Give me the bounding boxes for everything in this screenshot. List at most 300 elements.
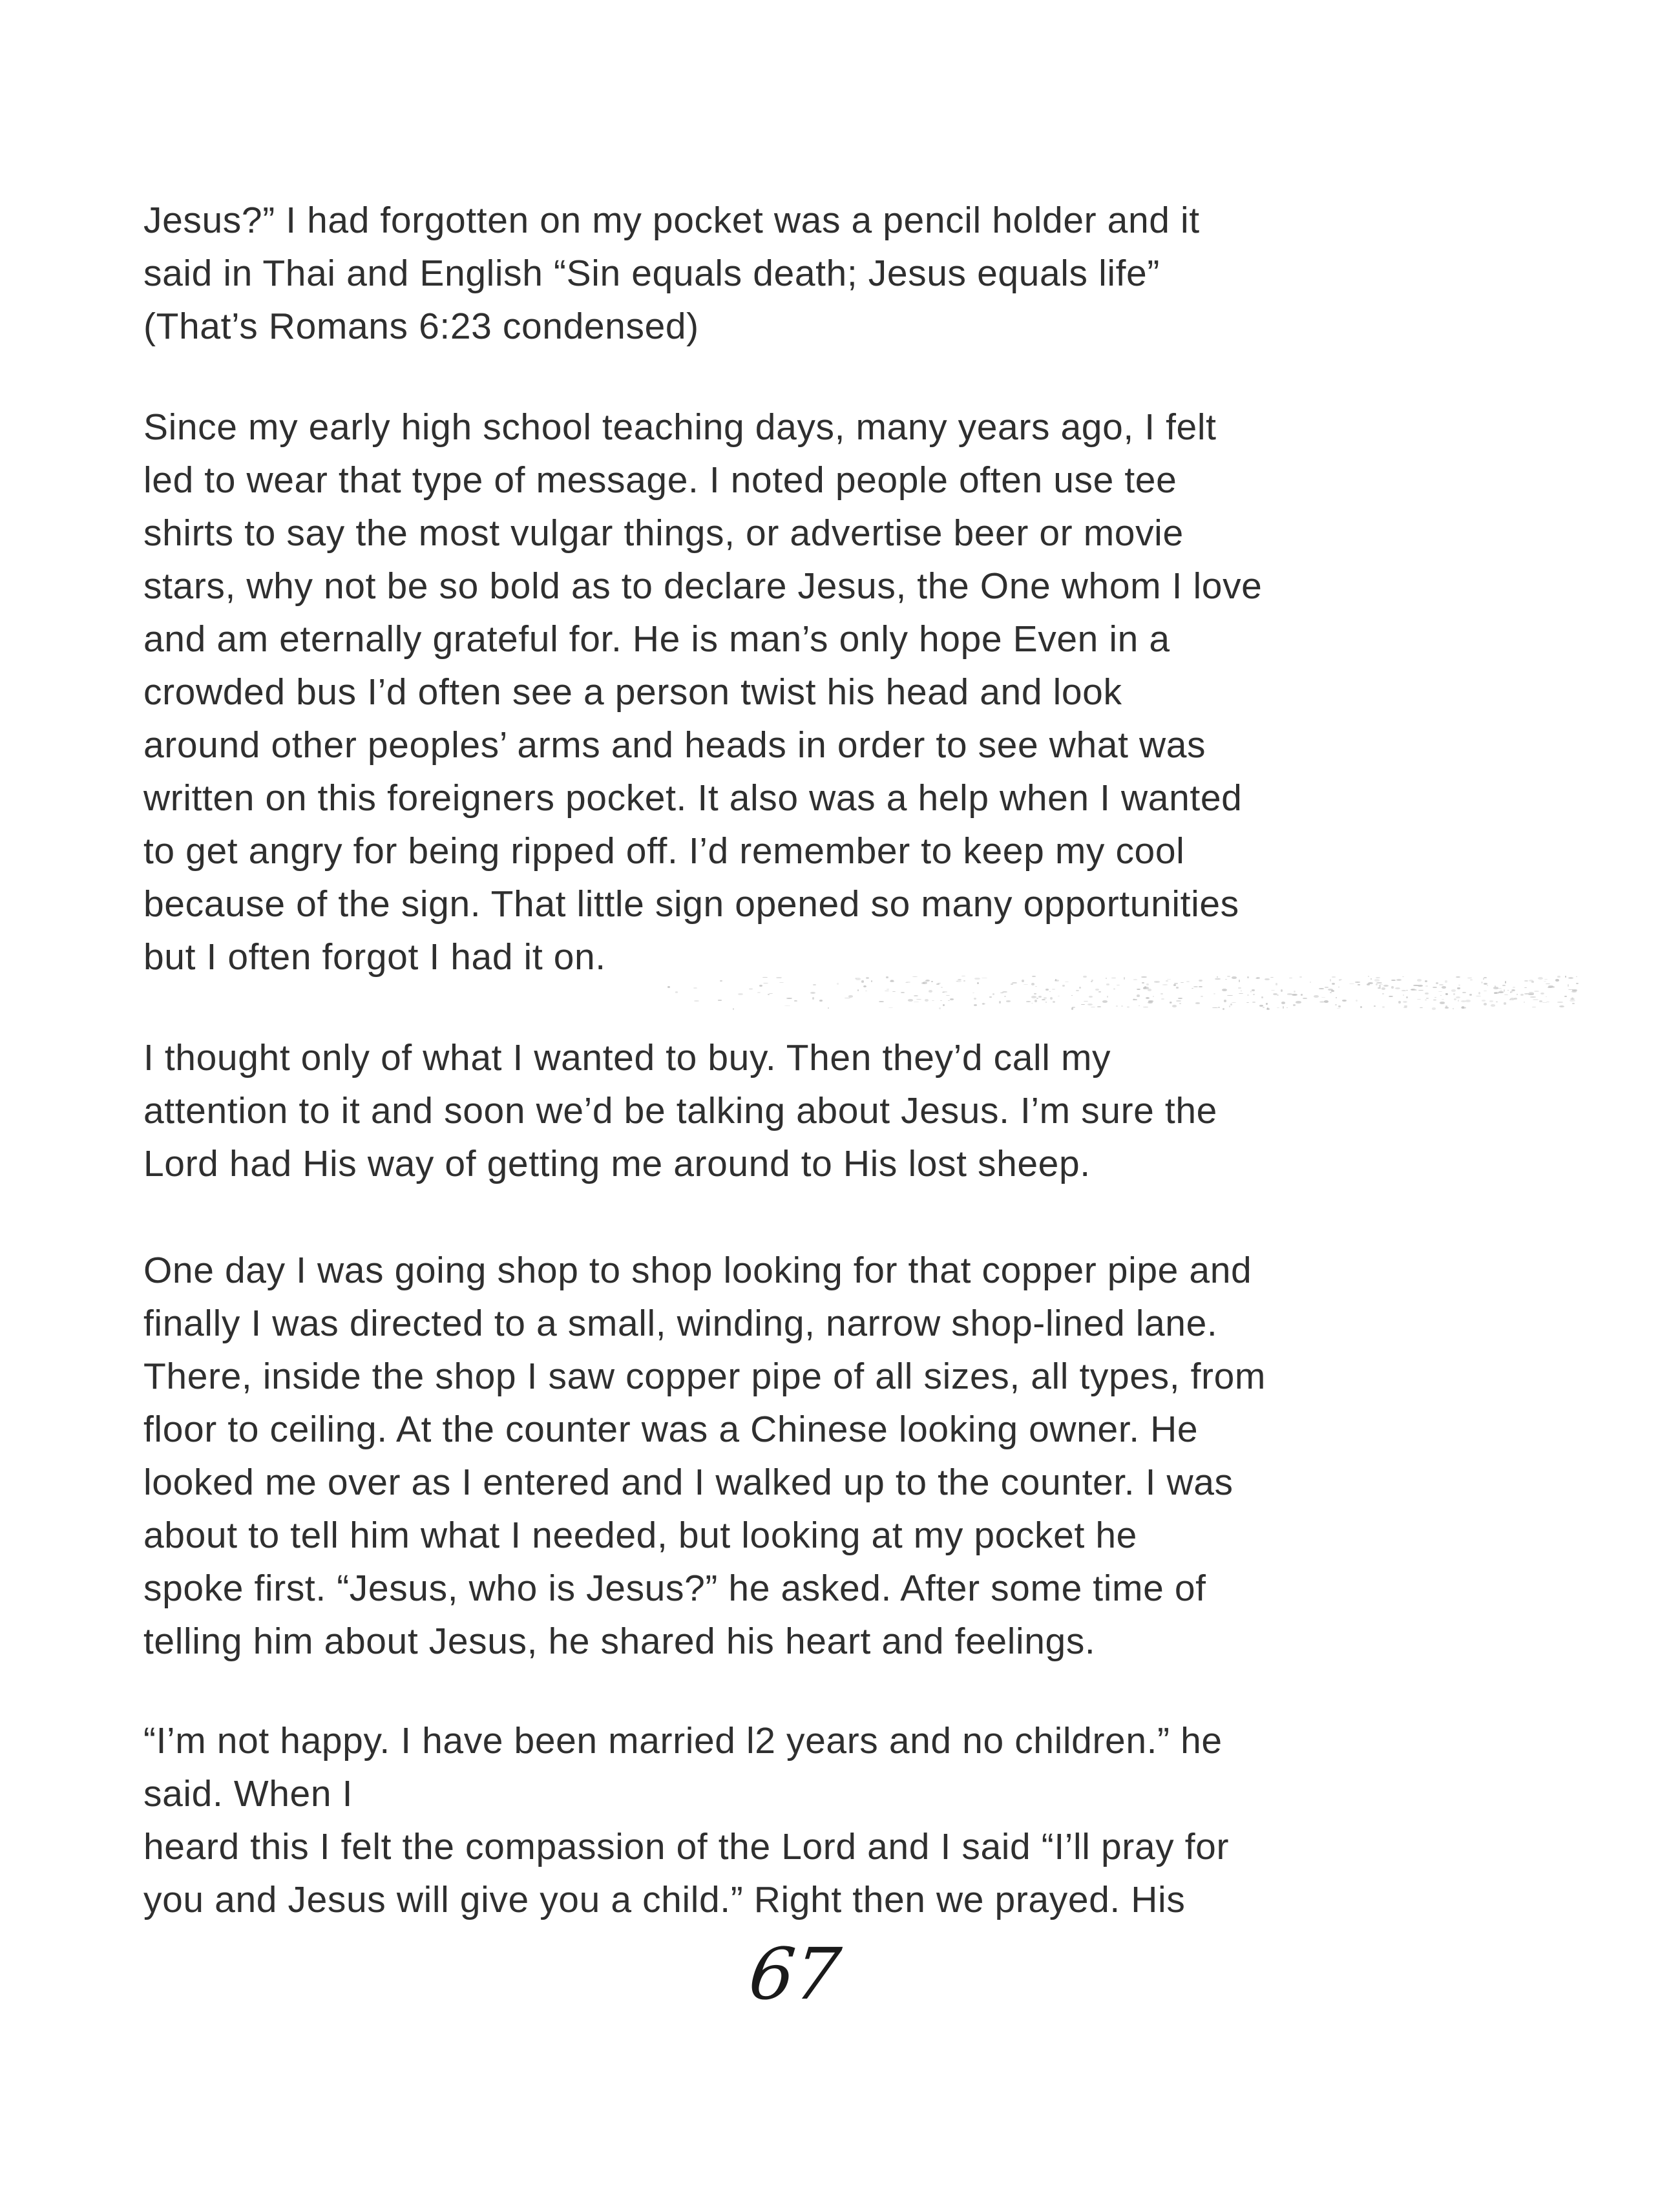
scan-speck (1403, 1007, 1407, 1008)
scan-speck (1271, 990, 1276, 991)
scan-speck (942, 992, 945, 993)
scan-speck (1106, 983, 1110, 985)
scan-speck (1079, 987, 1082, 989)
scan-speck (1162, 984, 1168, 985)
text-line: said in Thai and English “Sin equals death; Jesus equals life” (143, 253, 1160, 294)
scan-speck (1504, 989, 1505, 992)
scan-speck (1038, 996, 1042, 998)
scan-speck (1287, 993, 1292, 994)
scan-speck (1331, 990, 1334, 992)
scan-speck (1328, 989, 1333, 991)
scan-speck (1403, 1001, 1407, 1003)
scan-speck (1072, 1007, 1075, 1008)
scan-speck (1509, 999, 1511, 1000)
text-line: led to wear that type of message. I noted people often use tee (143, 459, 1177, 501)
scan-speck (1293, 1004, 1296, 1005)
scan-speck (1330, 992, 1332, 993)
scan-speck (1045, 989, 1049, 991)
scan-speck (914, 1002, 919, 1003)
scan-speck (1498, 991, 1504, 993)
scan-speck (1529, 992, 1533, 993)
scan-speck (1469, 994, 1472, 996)
scan-speck (1314, 995, 1319, 998)
scan-speck (1510, 992, 1511, 994)
scan-speck (1504, 994, 1508, 995)
scan-speck (1398, 1001, 1400, 1004)
scan-speck (982, 1004, 986, 1005)
scan-speck (879, 1001, 885, 1002)
scan-speck (1478, 992, 1480, 994)
scan-speck (1050, 997, 1053, 1000)
scan-speck (887, 989, 889, 990)
scan-speck (1418, 985, 1423, 987)
scan-speck (810, 992, 815, 994)
scan-speck (1153, 996, 1155, 997)
scan-speck (1116, 1005, 1118, 1007)
scan-speck (888, 1007, 893, 1009)
text-line: finally I was directed to a small, winding, narrow shop-lined lane. (143, 1303, 1218, 1344)
scan-speck (1143, 987, 1145, 990)
scan-speck (667, 986, 670, 989)
text-line: (That’s Romans 6:23 condensed) (143, 306, 699, 347)
scan-speck (1528, 993, 1534, 995)
scan-speck (794, 1000, 798, 1002)
scan-speck (1379, 985, 1381, 987)
scan-speck (1303, 998, 1307, 999)
scan-speck (1539, 1000, 1542, 1002)
scan-speck (1572, 1003, 1575, 1005)
scan-speck (1281, 1002, 1286, 1004)
scan-speck (1176, 1000, 1181, 1002)
scan-speck (1360, 1006, 1362, 1008)
scan-speck (1031, 996, 1036, 998)
scan-speck (1489, 1000, 1493, 1003)
scan-speck (1551, 986, 1555, 988)
scan-speck (813, 984, 817, 986)
scan-speck (1193, 986, 1199, 987)
scan-speck (1411, 989, 1414, 991)
scan-speck (1511, 989, 1515, 991)
scan-speck (1445, 993, 1447, 994)
text-line: but I often forgot I had it on. (143, 936, 606, 978)
scan-speck (1404, 1005, 1407, 1006)
scan-speck (1571, 991, 1577, 993)
scan-speck (1224, 1000, 1226, 1002)
scan-speck (1006, 1000, 1011, 1002)
page-number: 67 (745, 1933, 845, 2015)
scan-speck (819, 1000, 823, 1002)
scan-speck (1294, 991, 1296, 993)
scan-speck (1045, 1002, 1047, 1003)
scan-speck (1222, 989, 1227, 991)
scan-speck (1438, 991, 1442, 992)
scan-speck (1173, 984, 1176, 987)
scan-speck (1081, 1004, 1085, 1005)
scan-speck (992, 993, 994, 995)
scan-speck (1389, 996, 1393, 997)
scan-speck (1380, 984, 1383, 985)
scan-speck (939, 1007, 941, 1010)
paragraph-2 (143, 401, 1597, 983)
scan-speck (1442, 986, 1446, 989)
scan-speck (1402, 990, 1406, 991)
scan-speck (1461, 1007, 1466, 1009)
text-line: spoke first. “Jesus, who is Jesus?” he asked. After some time of (143, 1568, 1206, 1609)
scan-speck (1414, 989, 1417, 991)
scan-speck (1532, 1007, 1537, 1008)
scan-speck (1267, 1007, 1268, 1009)
scan-speck (1510, 991, 1513, 993)
scan-speck (950, 998, 954, 1000)
scan-speck (1378, 987, 1381, 989)
scan-speck (1374, 1005, 1376, 1007)
scan-speck (1520, 994, 1524, 996)
scan-speck (901, 992, 905, 994)
scan-speck (943, 1004, 945, 1006)
scan-speck (1062, 985, 1065, 987)
scan-speck (1213, 993, 1215, 995)
text-line: because of the sign. That little sign opened so many opportunities (143, 883, 1239, 925)
scan-speck (1042, 999, 1045, 1000)
scan-speck (1011, 983, 1014, 985)
scan-speck (1337, 1008, 1341, 1009)
scan-speck (1148, 1002, 1153, 1004)
scan-speck (1133, 999, 1137, 1001)
scan-speck (1049, 991, 1051, 992)
scan-speck (1507, 990, 1509, 991)
scan-speck (1546, 996, 1547, 997)
scan-speck (1139, 1005, 1140, 1006)
scan-speck (1440, 1002, 1445, 1004)
scan-speck (1533, 993, 1534, 994)
scan-speck (857, 989, 859, 991)
scan-speck (1146, 983, 1149, 985)
scan-speck (1548, 987, 1552, 989)
scan-speck (1349, 983, 1354, 984)
scan-speck (1102, 1000, 1108, 1003)
scan-speck (1004, 996, 1006, 997)
scan-speck (1564, 996, 1567, 997)
scan-speck (1273, 993, 1277, 995)
scan-speck (1342, 1000, 1347, 1002)
scan-speck (999, 1001, 1002, 1004)
scan-speck (1035, 986, 1037, 987)
text-line: heard this I felt the compassion of the Lord and I said “I’ll pray for (143, 1826, 1230, 1867)
scan-speck (1263, 1007, 1265, 1008)
scan-speck (974, 998, 976, 1000)
scan-speck (1223, 1008, 1224, 1010)
scan-speck (1445, 993, 1448, 995)
scan-speck (1524, 993, 1529, 994)
scan-speck (1457, 987, 1461, 989)
paragraph-5 (143, 1714, 1597, 1926)
scan-speck (1089, 996, 1093, 998)
scan-speck (1433, 987, 1437, 988)
scan-speck (989, 996, 992, 997)
scan-speck (1127, 1006, 1130, 1009)
scan-speck (1277, 1007, 1279, 1008)
scan-speck (1324, 1000, 1328, 1003)
scan-speck (1513, 987, 1515, 988)
scan-speck (1336, 997, 1338, 998)
scan-speck (812, 997, 814, 1000)
scan-speck (1376, 983, 1378, 985)
scan-speck (1252, 1002, 1255, 1003)
scan-speck (1434, 997, 1436, 998)
scan-speck (1252, 989, 1255, 992)
scan-speck (1087, 1004, 1093, 1005)
scan-speck (1557, 1002, 1563, 1003)
scan-speck (784, 1005, 790, 1007)
text-line: One day I was going shop to shop looking for that copper pipe and (143, 1250, 1252, 1291)
scan-speck (845, 998, 850, 999)
scan-speck (693, 987, 697, 989)
scan-speck (936, 983, 940, 985)
scan-speck (1540, 993, 1544, 994)
scan-speck (1383, 985, 1389, 987)
scan-speck (1413, 985, 1419, 986)
text-line: written on this foreigners pocket. It also was a help when I wanted (143, 777, 1243, 819)
scan-speck (1250, 991, 1252, 993)
scan-speck (1283, 1006, 1284, 1009)
scan-speck (1266, 1008, 1269, 1010)
scan-speck (1034, 1000, 1037, 1002)
scan-speck (1445, 1007, 1449, 1008)
scan-speck (1232, 1002, 1236, 1003)
scan-speck (932, 1000, 934, 1001)
scan-speck (1493, 987, 1499, 989)
scan-speck (675, 991, 678, 993)
scan-speck (1247, 994, 1249, 995)
scan-speck (1494, 992, 1499, 993)
scan-speck (1442, 999, 1444, 1000)
scan-speck (1239, 993, 1243, 994)
scan-speck (733, 1008, 734, 1010)
scan-speck (738, 993, 743, 996)
scan-speck (1453, 1008, 1454, 1009)
scan-speck (786, 998, 792, 999)
scan-speck (1146, 997, 1150, 999)
scan-speck (1358, 984, 1361, 985)
scan-speck (759, 985, 762, 987)
scan-speck (1246, 1002, 1248, 1003)
scan-speck (1301, 994, 1303, 995)
scan-speck (1170, 1002, 1171, 1004)
scan-speck (848, 995, 854, 998)
scan-speck (1199, 986, 1203, 988)
scan-speck (1570, 1000, 1575, 1002)
scan-speck (1495, 985, 1496, 988)
scan-speck (1534, 991, 1539, 992)
scan-speck (1381, 987, 1385, 990)
text-line: looked me over as I entered and I walked up to the counter. I was (143, 1462, 1234, 1503)
scan-speck (1458, 1000, 1459, 1002)
scan-speck (1456, 996, 1461, 999)
scan-speck (1482, 1000, 1486, 1002)
scan-speck (1502, 985, 1506, 987)
scan-speck (1053, 1001, 1055, 1003)
scan-speck (1571, 997, 1573, 999)
scan-speck (1161, 998, 1164, 1000)
scan-speck (1098, 991, 1101, 992)
text-line: I thought only of what I wanted to buy. Then they’d call my (143, 1037, 1111, 1078)
scan-speck (974, 1004, 977, 1006)
scan-speck (1137, 989, 1140, 990)
scan-speck (1465, 1000, 1471, 1002)
scan-speck (769, 993, 773, 994)
scan-speck (1201, 996, 1203, 997)
scan-speck (757, 992, 761, 994)
scan-speck (1451, 989, 1456, 991)
scan-speck (1229, 1005, 1230, 1007)
scan-speck (1036, 998, 1038, 1000)
scan-speck (943, 991, 947, 993)
scan-speck (1382, 993, 1385, 994)
text-line: about to tell him what I needed, but looking at my pocket he (143, 1515, 1137, 1556)
scan-speck (1568, 984, 1569, 986)
scan-speck (1572, 989, 1578, 991)
text-line: Jesus?” I had forgotten on my pocket was a pencil holder and it (143, 200, 1200, 241)
scan-speck (1178, 998, 1182, 999)
scan-speck (1107, 996, 1108, 998)
text-line: and am eternally grateful for. He is man’s only hope Even in a (143, 618, 1170, 660)
scan-speck (1253, 994, 1255, 995)
scan-speck (1533, 999, 1538, 1001)
scan-speck (1319, 1001, 1325, 1004)
scan-speck (1494, 993, 1498, 994)
text-line: Lord had His way of getting me around to His lost sheep. (143, 1143, 1091, 1184)
text-line: “I’m not happy. I have been married l2 years and no children.” he (143, 1720, 1223, 1761)
scan-speck (1487, 985, 1488, 986)
scan-speck (1176, 987, 1179, 988)
scan-speck (1241, 991, 1242, 992)
scan-speck (1143, 987, 1149, 989)
scan-speck (1504, 1002, 1507, 1004)
scan-speck (1425, 993, 1429, 994)
scan-speck (1432, 1007, 1436, 1009)
scan-speck (908, 999, 913, 1002)
scan-speck (1259, 1005, 1264, 1006)
scan-speck (1230, 1004, 1232, 1005)
scan-speck (1097, 1006, 1101, 1007)
scan-speck (1044, 997, 1047, 1000)
scan-speck (1462, 1006, 1464, 1009)
scan-speck (768, 994, 770, 996)
scan-speck (1121, 1005, 1123, 1007)
scan-speck (929, 990, 933, 993)
scan-speck (1382, 1006, 1384, 1008)
paragraph-3 (143, 1031, 1597, 1190)
paragraph-1 (143, 194, 1597, 353)
scan-speck (1496, 988, 1502, 989)
scan-speck (1510, 998, 1515, 1000)
scan-speck (1148, 1000, 1153, 1002)
scan-speck (1454, 998, 1456, 1000)
scan-speck (1148, 989, 1152, 991)
scan-speck (1084, 1001, 1088, 1002)
text-line: to get angry for being ripped off. I’d remember to keep my cool (143, 830, 1185, 872)
scan-speck (694, 1000, 700, 1002)
text-line: There, inside the shop I saw copper pipe of all sizes, all types, from (143, 1356, 1266, 1397)
scan-speck (1172, 1005, 1177, 1007)
text-line: said. When I (143, 1773, 353, 1814)
scan-speck (1411, 989, 1416, 991)
scan-speck (1484, 1003, 1487, 1005)
scan-speck (1335, 1004, 1338, 1005)
scan-speck (1133, 998, 1135, 1001)
scan-speck (794, 1000, 797, 1001)
scan-speck (1071, 995, 1073, 996)
paragraph-4 (143, 1244, 1597, 1668)
scan-speck (1071, 1007, 1073, 1010)
scan-speck (1076, 990, 1080, 991)
scan-speck (1160, 993, 1163, 995)
scan-speck (1031, 1003, 1033, 1004)
scan-speck (1524, 1002, 1526, 1003)
scan-speck (828, 1007, 829, 1009)
scan-speck (1227, 995, 1233, 996)
scan-speck (1292, 994, 1297, 996)
scan-speck (941, 987, 943, 988)
scan-speck (1439, 984, 1444, 985)
scan-speck (1296, 1001, 1301, 1004)
scan-speck (1517, 994, 1518, 995)
scan-speck (1095, 989, 1098, 991)
scan-speck (1462, 992, 1466, 993)
scan-speck (1559, 1005, 1564, 1007)
scan-speck (1137, 994, 1139, 997)
scan-speck (1406, 996, 1409, 998)
scan-speck (914, 995, 919, 996)
text-line: attention to it and soon we’d be talking about Jesus. I’m sure the (143, 1090, 1217, 1131)
scan-speck (1266, 1003, 1268, 1005)
scan-speck (1321, 997, 1325, 998)
scan-speck (1461, 1000, 1466, 1002)
scan-speck (1417, 999, 1421, 1000)
scan-speck (1286, 1007, 1288, 1009)
scan-speck (946, 995, 950, 996)
scan-speck (1002, 991, 1007, 993)
scan-speck (1500, 990, 1503, 991)
scan-speck (1367, 983, 1370, 985)
scan-speck (1277, 994, 1279, 996)
scan-speck (1445, 1005, 1447, 1007)
scan-speck (1395, 987, 1400, 989)
scan-speck (1542, 1002, 1547, 1004)
scan-speck (1195, 1002, 1200, 1004)
scan-speck (1484, 991, 1487, 992)
scan-speck (1192, 988, 1193, 989)
scan-speck (916, 999, 921, 1000)
scan-speck (863, 985, 866, 987)
text-line: crowded bus I’d often see a person twist his head and look (143, 671, 1122, 713)
text-line: stars, why not be so bold as to declare Jesus, the One whom I love (143, 565, 1263, 607)
scan-speck (925, 999, 929, 1002)
scan-speck (1524, 987, 1528, 988)
scan-speck (1425, 985, 1428, 987)
scan-speck (948, 1000, 950, 1002)
text-line: shirts to say the most vulgar things, or advertise beer or movie (143, 512, 1184, 554)
scan-speck (1433, 999, 1436, 1001)
scan-speck (1548, 985, 1553, 987)
scan-speck (1052, 989, 1056, 990)
scan-speck (982, 1003, 985, 1005)
scan-speck (1218, 1007, 1220, 1008)
scan-speck (1403, 994, 1405, 996)
scan-speck (1420, 1007, 1423, 1008)
scan-speck (1453, 993, 1455, 995)
scan-speck (1491, 1004, 1496, 1006)
